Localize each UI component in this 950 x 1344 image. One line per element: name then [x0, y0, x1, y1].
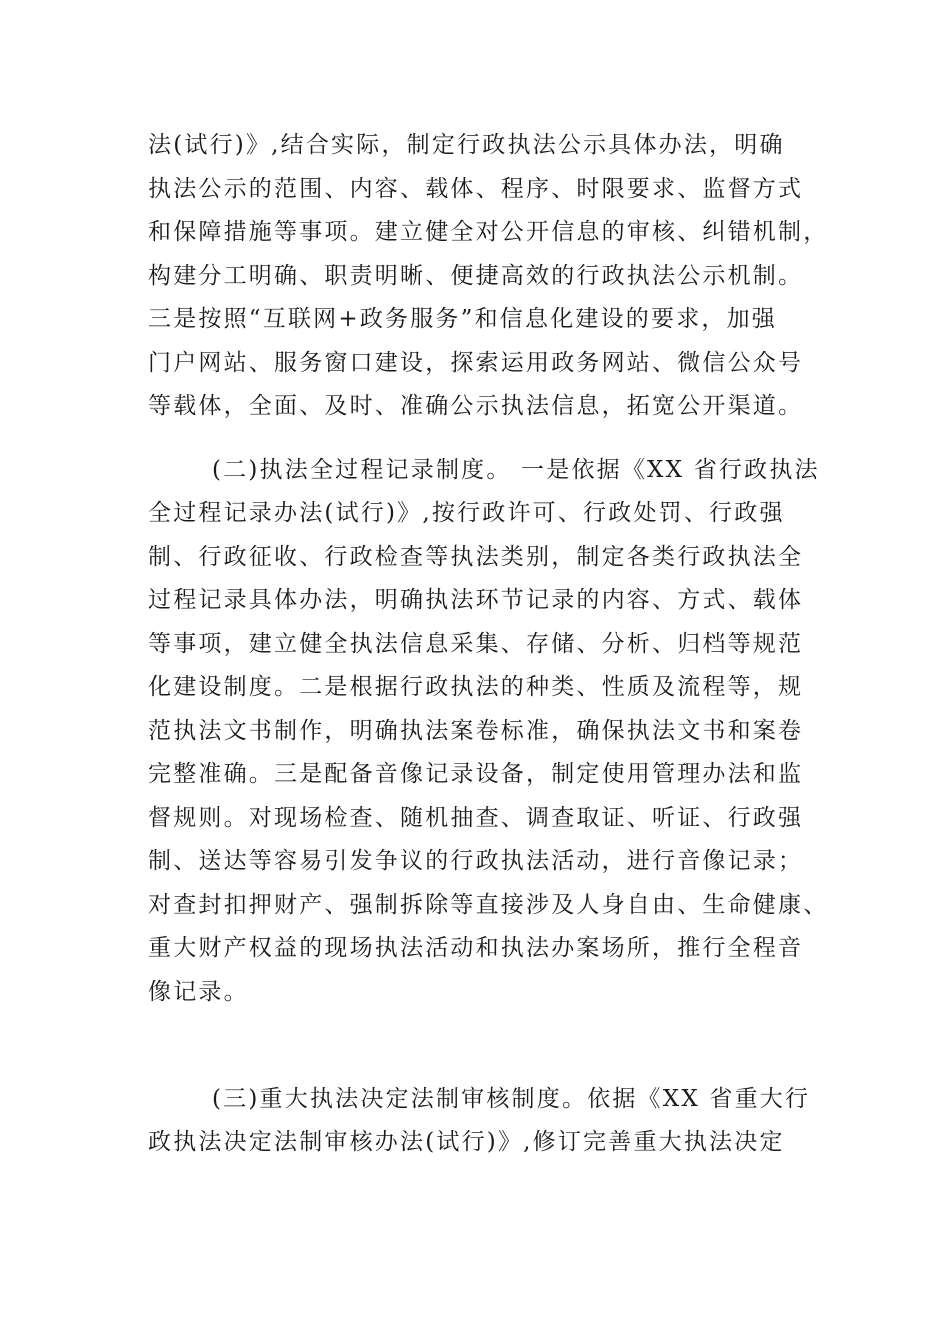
- text-line: 政执法决定法制审核办法(试行)》,修订完善重大执法决定: [148, 1129, 785, 1155]
- paragraph-full-process-recording: [148, 449, 829, 1058]
- text-line: 对查封扣押财产、强制拆除等直接涉及人身自由、生命健康、: [148, 891, 829, 918]
- text-line: 化建设制度。二是根据行政执法的种类、性质及流程等，规: [148, 674, 804, 700]
- text-line: 完整准确。三是配备音像记录设备，制定使用管理办法和监: [148, 761, 804, 787]
- text-line: 范执法文书制作，明确执法案卷标准，确保执法文书和案卷: [148, 717, 804, 744]
- paragraph-legal-review: [148, 1078, 818, 1165]
- text-line: 构建分工明确、职责明晰、便捷高效的行政执法公示机制。: [148, 262, 804, 289]
- text-line: 等载体，全面、及时、准确公示执法信息，拓宽公开渠道。: [148, 393, 804, 419]
- text-line: 全过程记录办法(试行)》,按行政许可、行政处罚、行政强: [148, 500, 785, 526]
- text-line: 制、行政征收、行政检查等执法类别，制定各类行政执法全: [148, 543, 804, 570]
- text-line: 等事项，建立健全执法信息采集、存储、分析、归档等规范: [148, 630, 804, 657]
- paragraph-spacer: [148, 1058, 818, 1078]
- section-heading-line: (三)重大执法决定法制审核制度。依据《XX 省重大行: [212, 1085, 811, 1112]
- text-line: 过程记录具体办法，明确执法环节记录的内容、方式、载体: [148, 587, 804, 613]
- document-body: [148, 124, 829, 1165]
- text-line: 法(试行)》,结合实际，制定行政执法公示具体办法，明确: [148, 132, 785, 158]
- text-line: 执法公示的范围、内容、载体、程序、时限要求、监督方式: [148, 175, 804, 202]
- section-heading-line: (二)执法全过程记录制度。 一是依据《XX 省行政执法: [212, 456, 820, 483]
- text-line: 门户网站、服务窗口建设，探索运用政务网站、微信公众号: [148, 349, 804, 376]
- text-line: 像记录。: [148, 978, 249, 1005]
- paragraph-spacer: [148, 429, 818, 449]
- text-line: 三是按照“互联网+政务服务”和信息化建设的要求，加强: [148, 306, 777, 332]
- text-line: 和保障措施等事项。建立健全对公开信息的审核、纠错机制，: [148, 219, 829, 245]
- text-line: 制、送达等容易引发争议的行政执法活动，进行音像记录；: [148, 848, 804, 874]
- text-line: [148, 1014, 818, 1058]
- text-line: 督规则。对现场检查、随机抽查、调查取证、听证、行政强: [148, 804, 804, 831]
- text-line: 重大财产权益的现场执法活动和执法办案场所，推行全程音: [148, 935, 804, 961]
- paragraph-publicity-measures: [148, 124, 829, 429]
